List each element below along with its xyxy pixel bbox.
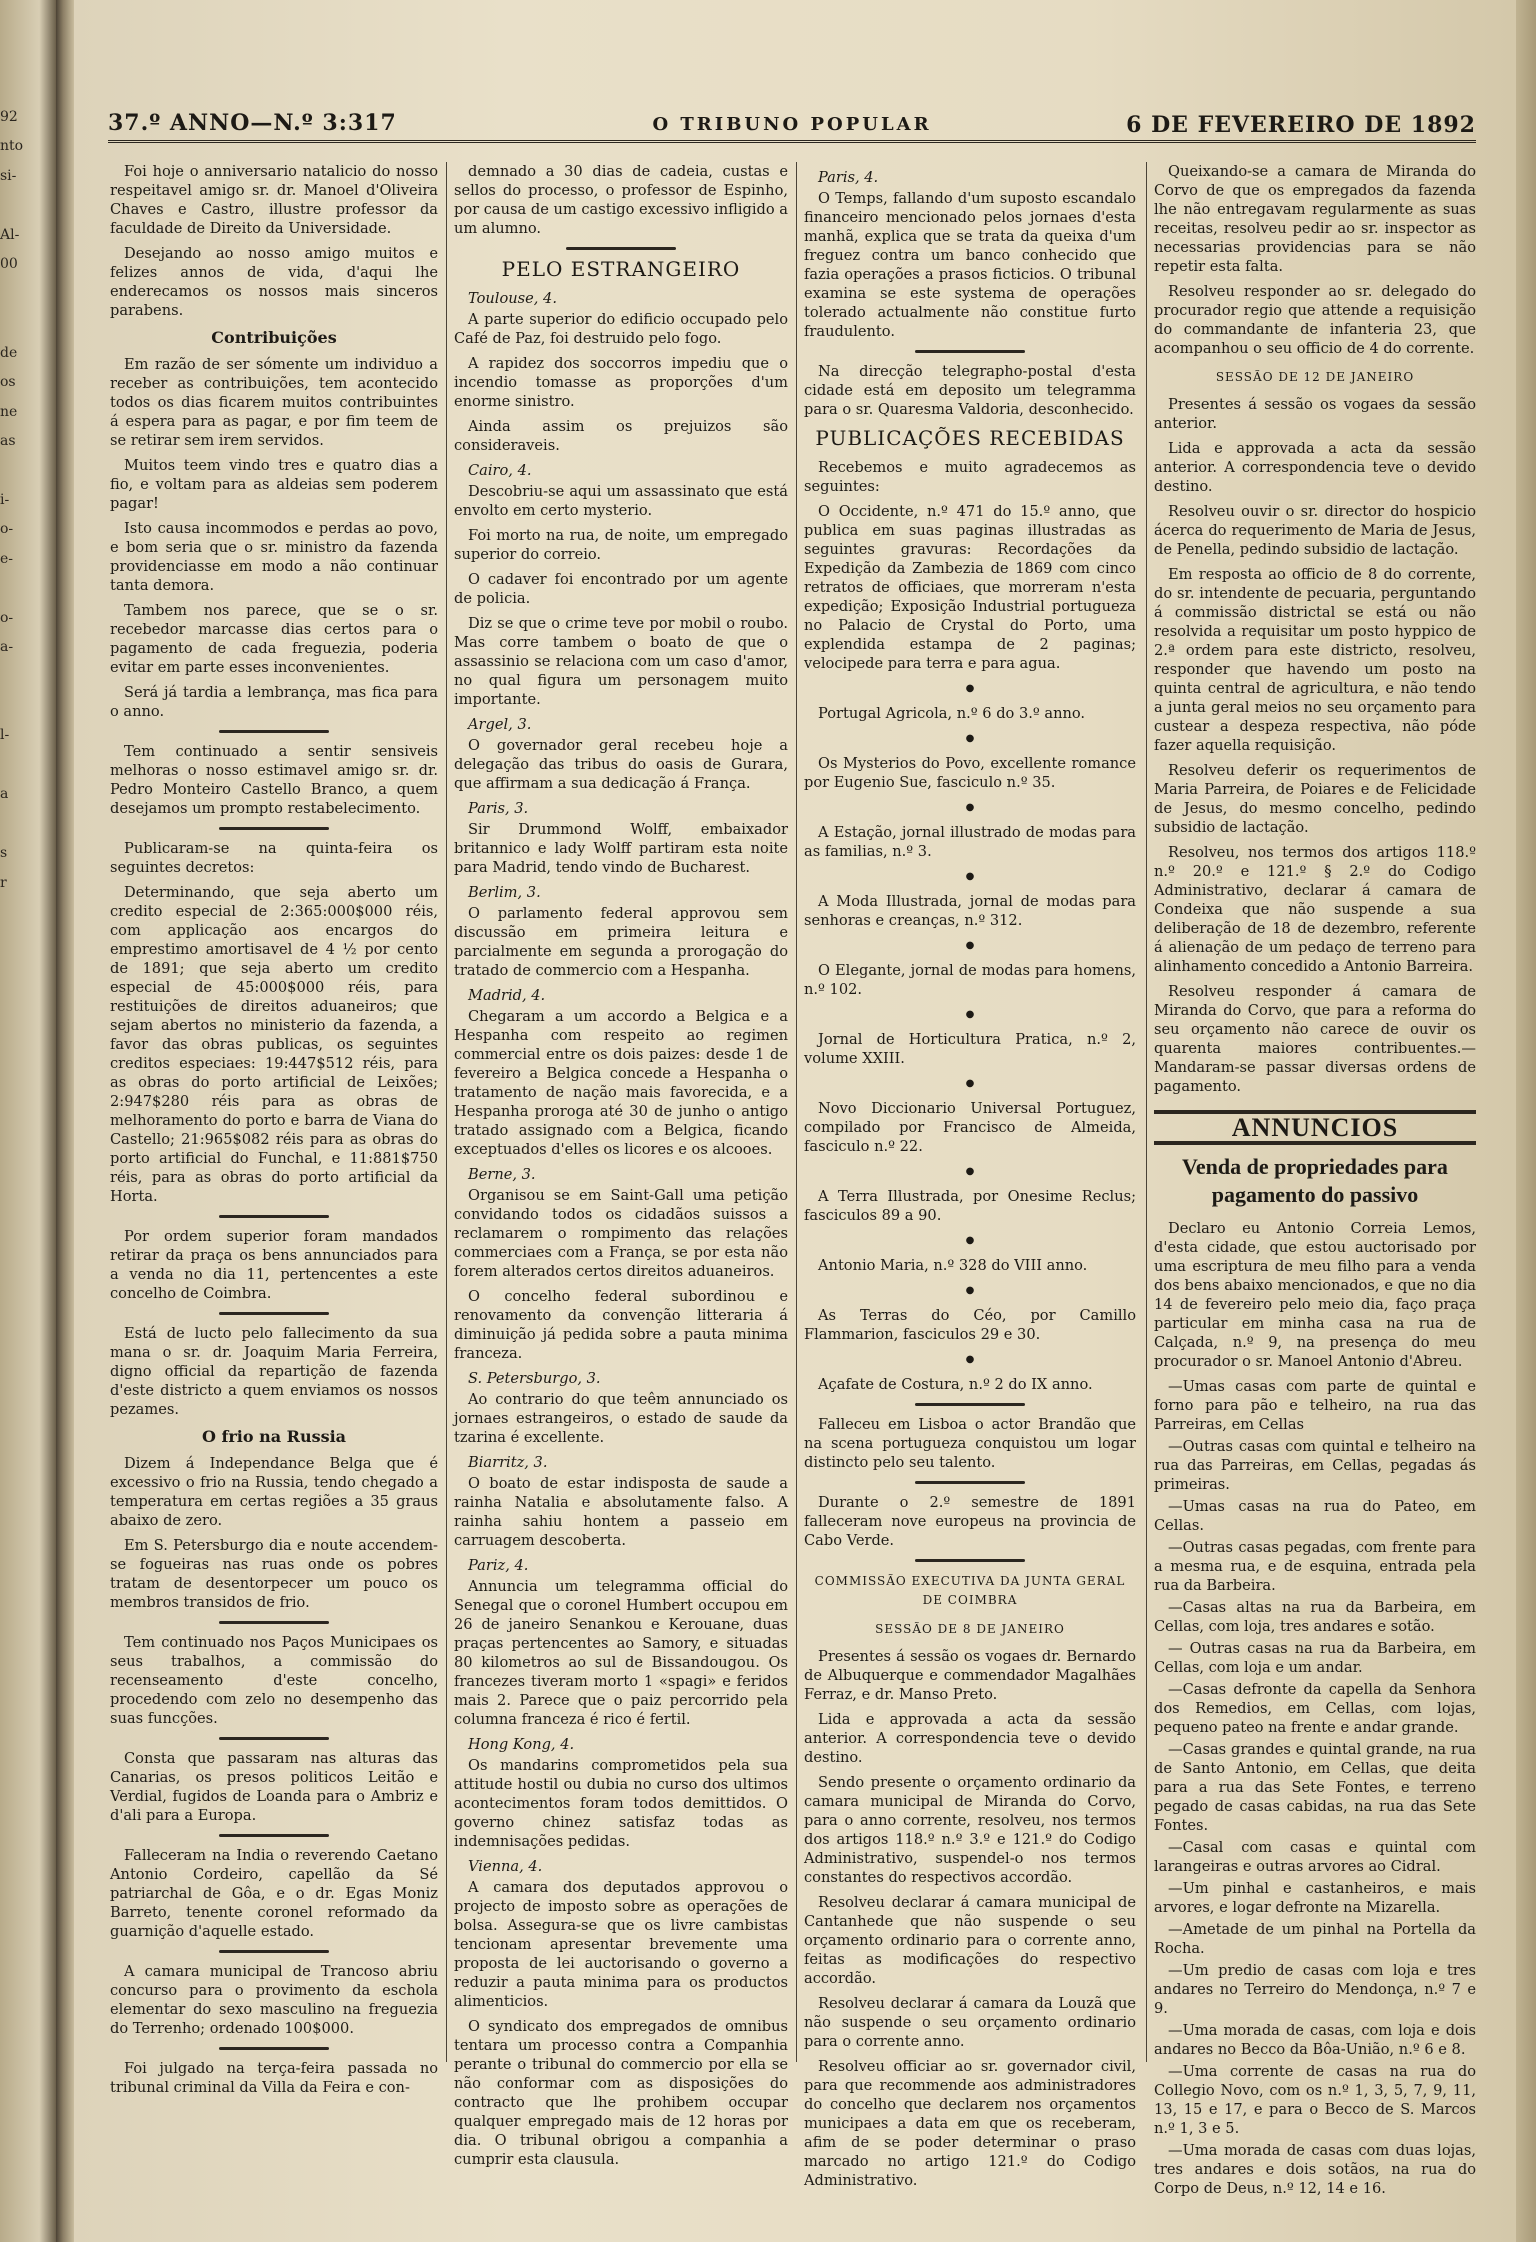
separator-rule (219, 1950, 329, 1953)
news-paragraph: O syndicato dos empregados de omnibus tentara um processo contra a Companhia perante o tribunal do commercio por ella se não conformar com as disposições do contracto que lhe prohibem occupar qualquer empregado mais de 12 horas por dia. O tribunal obrigou a companhia a cumprir esta clausula. (454, 2018, 788, 2168)
news-paragraph: Dizem á Independance Belga que é excessivo o frio na Russia, tendo chegado a temperatura em certas regiões a 35 graus abaixo de zero. (110, 1455, 438, 1529)
news-paragraph: Tem continuado a sentir sensiveis melhoras o nosso estimavel amigo sr. dr. Pedro Monteiro Castello Branco, a quem desejamos um prompto restabelecimento. (110, 743, 438, 817)
previous-page-text: s (0, 845, 8, 862)
news-paragraph: Sir Drummond Wolff, embaixador britannico e lady Wolff partiram esta noite para Madrid, tendo vindo de Bucharest. (454, 821, 788, 876)
dateline: S. Petersburgo, 3. (468, 1370, 601, 1387)
previous-page-text: e- (0, 550, 14, 567)
sale-item: —Outras casas pegadas, com frente para a mesma rua, e de esquina, entrada pela rua da Barbeira. (1154, 1539, 1476, 1594)
previous-page-text: r (0, 874, 7, 891)
news-paragraph: Isto causa incommodos e perdas ao povo, e bom seria que o sr. ministro da fazenda providenciasse em modo a não continuar tanta demora. (110, 520, 438, 594)
session-heading: SESSÃO DE 12 DE JANEIRO (1215, 370, 1415, 384)
sale-item: —Um predio de casas com loja e tres andares no Terreiro do Mendonça, n.º 7 e 9. (1154, 1962, 1476, 2017)
news-paragraph: A parte superior do edificio occupado pelo Café de Paz, foi destruido pelo fogo. (454, 311, 788, 347)
news-paragraph: Determinando, que seja aberto um credito especial de 2:365:000$000 réis, com applicação aos encargos do emprestimo amortisavel de 4 ½ por cento de 1891; que seja aberto um credito especial de 45:000$000 réis, para restituições de direitos aduaneiros; que sejam abertos no ministerio da fazenda, a favor das obras publicas, os seguintes creditos especiaes: 19:447$512 réis, para as obras do porto artificial de Leixões; 2:947$280 réis para as obras de melhoramento do porto e barra de Viana do Castello; 21:965$082 réis para as obras do porto artificial do Funchal, e 11:881$750 réis, para as obras do porto artificial da Horta. (110, 884, 438, 1205)
dateline: Berlim, 3. (468, 884, 541, 901)
dateline: Biarritz, 3. (468, 1454, 548, 1471)
separator-rule (915, 1481, 1025, 1484)
publication-item: Açafate de Costura, n.º 2 do IX anno. (818, 1376, 1093, 1393)
publication-item: A Moda Illustrada, jornal de modas para senhoras e creanças, n.º 312. (804, 893, 1136, 929)
separator-rule (219, 1737, 329, 1740)
previous-page-text: ne (0, 403, 18, 420)
publication-item: A Estação, jornal illustrado de modas para as familias, n.º 3. (804, 824, 1136, 860)
news-paragraph: Resolveu declarar á camara da Louzã que não suspende o seu orçamento ordinario para o corrente anno. (804, 1995, 1136, 2050)
sale-item: —Casas defronte da capella da Senhora dos Remedios, em Cellas, com lojas, pequeno pateo na frente e andar grande. (1154, 1681, 1476, 1736)
news-paragraph: A camara municipal de Trancoso abriu concurso para o provimento da eschola elementar do sexo masculino na freguezia do Terrenho; ordenado 100$000. (110, 1963, 438, 2037)
sale-items-list (1154, 1377, 1476, 2198)
publication-item: Os Mysterios do Povo, excellente romance por Eugenio Sue, fasciculo n.º 35. (804, 755, 1136, 791)
edition-number: 37.º ANNO—N.º 3:317 (108, 110, 397, 136)
previous-page-text: o- (0, 609, 14, 626)
sale-item: —Casal com casas e quintal com larangeiras e outras arvores ao Cidral. (1154, 1839, 1476, 1875)
separator-rule (915, 350, 1025, 353)
bullet-star-icon: ● (965, 683, 975, 694)
newspaper-page (74, 0, 1516, 2242)
section-heading: PUBLICAÇÕES RECEBIDAS (815, 426, 1125, 450)
news-paragraph: O boato de estar indisposta de saude a rainha Natalia e absolutamente falso. A rainha sahiu hontem a passeio em carruagem descoberta. (454, 1475, 788, 1549)
news-paragraph: Queixando-se a camara de Miranda do Corvo de que os empregados da fazenda lhe não entregavam regularmente as suas receitas, resolveu pedir ao sr. inspector as necessarias providencias para se não repetir esta falta. (1154, 163, 1476, 275)
dateline: Cairo, 4. (468, 462, 532, 479)
sale-item: —Casas altas na rua da Barbeira, em Cellas, com loja, tres andares e sotão. (1154, 1599, 1476, 1635)
dateline: Paris, 3. (468, 800, 529, 817)
news-paragraph: Descobriu-se aqui um assassinato que está envolto em certo mysterio. (454, 483, 788, 519)
bullet-star-icon: ● (965, 1354, 975, 1365)
section-heading: O frio na Russia (201, 1427, 347, 1446)
publication-item: O Occidente, n.º 471 do 15.º anno, que publica em suas paginas illustradas as seguintes gravuras: Recordações da Expedição da Zambezia de 1869 com cinco retratos de officiaes, que morreram n'esta expedição; Exposição Industrial portugueza no Palacio de Crystal do Porto, uma explendida estampa de 2 paginas; velocipede para terra e para agua. (804, 503, 1136, 672)
newspaper-title: O TRIBUNO POPULAR (652, 114, 932, 135)
publication-item: Jornal de Horticultura Pratica, n.º 2, volume XXIII. (804, 1031, 1136, 1067)
section-heading: PELO ESTRANGEIRO (501, 257, 741, 281)
news-paragraph: A rapidez dos soccorros impediu que o incendio tomasse as proporções d'um enorme sinistro. (454, 355, 788, 410)
sale-item: —Um pinhal e castanheiros, e mais arvores, e logar defronte na Mizarella. (1154, 1880, 1476, 1916)
news-paragraph: Publicaram-se na quinta-feira os seguintes decretos: (110, 840, 438, 876)
news-paragraph: Resolveu ouvir o sr. director do hospicio ácerca do requerimento de Maria de Jesus, de Penella, pedindo subsidio de lactação. (1154, 503, 1476, 558)
news-paragraph: Chegaram a um accordo a Belgica e a Hespanha com respeito ao regimen commercial entre os dois paizes: desde 1 de fevereiro a Belgica concede a Hespanha o tratamento de nação mais favorecida, e a Hespanha proroga até 30 de junho o antigo tratado assignado com a Belgica, ficando exceptuados d'elles os licores e os alcooes. (454, 1008, 788, 1158)
dateline: Hong Kong, 4. (468, 1736, 575, 1753)
previous-page-text: os (0, 374, 16, 391)
separator-rule (915, 1559, 1025, 1562)
bullet-star-icon: ● (965, 733, 975, 744)
news-paragraph: O parlamento federal approvou sem discussão em primeira leitura e parcialmente em segunda a prorogação do tratado de commercio com a Hespanha. (454, 905, 788, 979)
news-paragraph: Foi hoje o anniversario natalicio do nosso respeitavel amigo sr. dr. Manoel d'Oliveira Chaves e Castro, illustre professor da faculdade de Direito da Universidade. (110, 163, 438, 237)
sale-item: —Casas grandes e quintal grande, na rua de Santo Antonio, em Cellas, que deita para a rua das Sete Fontes, e terreno pegado de casas cabidas, na rua das Sete Fontes. (1154, 1741, 1476, 1834)
news-paragraph: Recebemos e muito agradecemos as seguintes: (804, 459, 1136, 495)
column-rule (446, 162, 447, 2062)
previous-page-text: Al- (0, 226, 20, 243)
news-paragraph: Falleceu em Lisboa o actor Brandão que na scena portugueza conquistou um logar distincto pelo seu talento. (804, 1416, 1136, 1471)
news-paragraph: Presentes á sessão os vogaes da sessão anterior. (1154, 396, 1476, 432)
publication-item: As Terras do Céo, por Camillo Flammarion, fasciculos 29 e 30. (804, 1307, 1136, 1343)
bullet-star-icon: ● (965, 1166, 975, 1177)
bullet-star-icon: ● (965, 940, 975, 951)
sale-item: —Uma morada de casas, com loja e dois andares no Becco da Bôa-União, n.º 6 e 8. (1154, 2022, 1476, 2058)
news-paragraph: Declaro eu Antonio Correia Lemos, d'esta cidade, que estou auctorisado por uma escriptura de meu filho para a venda dos bens abaixo mencionados, e que no dia 14 de fevereiro pelo meio dia, faço praça particular em minha casa na rua de Calçada, n.º 9, na presença do meu procurador o sr. Manoel Antonio d'Abreu. (1154, 1220, 1476, 1370)
previous-page-text: o- (0, 521, 14, 538)
column-4 (1154, 162, 1476, 2197)
news-paragraph: Organisou se em Saint-Gall uma petição convidando todos os cidadãos suissos a reclamarem o rompimento das relações commerciaes com a França, se por esta não forem alterados certos direitos aduaneiros. (454, 1187, 788, 1280)
dateline: Madrid, 4. (468, 987, 546, 1004)
column-rule (796, 162, 797, 2062)
dateline: Argel, 3. (468, 716, 532, 733)
news-paragraph: Na direcção telegrapho-postal d'esta cidade está em deposito um telegramma para o sr. Quaresma Valdoria, desconhecido. (804, 363, 1136, 418)
news-paragraph: O Temps, fallando d'um suposto escandalo financeiro mencionado pelos jornaes d'esta manhã, explica que se trata da queixa d'um freguez contra um banco conhecido que fazia operações a prasos ficticios. O tribunal examina se este systema de operações tolerado actualmente não constitue furto fraudulento. (804, 190, 1136, 340)
news-paragraph: Sendo presente o orçamento ordinario da camara municipal de Miranda do Corvo, para o anno corrente, resolveu, nos termos dos artigos 118.º n.º 3.º e 121.º do Codigo Administrativo, suspendel-o nos termos constantes do respectivos accordão. (804, 1774, 1136, 1886)
previous-page-text: 92 (0, 109, 18, 125)
news-paragraph: Muitos teem vindo tres e quatro dias a fio, e voltam para as aldeias sem poderem pagar! (110, 457, 438, 512)
previous-page-text: si- (0, 167, 17, 184)
bullet-star-icon: ● (965, 1285, 975, 1296)
bullet-star-icon: ● (965, 871, 975, 882)
dateline: Pariz, 4. (468, 1557, 529, 1574)
news-paragraph: Será já tardia a lembrança, mas fica para o anno. (110, 684, 438, 720)
publication-item: O Elegante, jornal de modas para homens, n.º 102. (804, 962, 1136, 998)
news-paragraph: Lida e approvada a acta da sessão anterior. A correspondencia teve o devido destino. (804, 1711, 1136, 1766)
news-paragraph: Annuncia um telegramma official do Senegal que o coronel Humbert occupou em 26 de janeiro Senankou e Kerouane, duas praças pertencentes ao Samory, e situadas 80 kilometros ao sul de Bissandougou. Os francezes tiveram morto 1 «spagi» e feridos mais 2. Parece que o paiz percorrido pela columna franceza é rico é fertil. (454, 1578, 788, 1728)
previous-page-edge (0, 0, 56, 2242)
news-paragraph: Resolveu responder ao sr. delegado do procurador regio que attende a requisição do commandante de infanteria 23, que acompanhou o seu officio de 4 do corrente. (1154, 283, 1476, 357)
sale-notice-title: Venda de propriedades para pagamento do passivo (1182, 1154, 1448, 1207)
sale-item: —Uma morada de casas com duas lojas, tres andares e dois sotãos, na rua do Corpo de Deus, n.º 12, 14 e 16. (1154, 2142, 1476, 2197)
announcements-heading: ANNUNCIOS (1154, 1110, 1476, 1145)
news-paragraph: O governador geral recebeu hoje a delegação das tribus do oasis de Gurara, que affirmam a sua dedicação á França. (454, 737, 788, 792)
sale-item: —Umas casas com parte de quintal e forno para pão e telheiro, na rua das Parreiras, em Cellas (1154, 1378, 1476, 1433)
column-rule (1146, 162, 1147, 2062)
news-paragraph: Durante o 2.º semestre de 1891 falleceram nove europeus na provincia de Cabo Verde. (804, 1494, 1136, 1549)
previous-page-text: a (0, 786, 9, 803)
separator-rule (219, 827, 329, 830)
separator-rule (219, 730, 329, 733)
section-heading: COMMISSÃO EXECUTIVA DA JUNTA GERAL DE COIMBRA (814, 1574, 1126, 1607)
news-paragraph: Tambem nos parece, que se o sr. recebedor marcasse dias certos para o pagamento de cada freguezia, poderia evitar em parte esses inconvenientes. (110, 602, 438, 676)
news-paragraph: Lida e approvada a acta da sessão anterior. A correspondencia teve o devido destino. (1154, 440, 1476, 495)
section-heading: Contribuições (211, 328, 337, 347)
news-paragraph: Presentes á sessão os vogaes dr. Bernardo de Albuquerque e commendador Magalhães Ferraz, e dr. Manso Preto. (804, 1648, 1136, 1703)
dateline: Paris, 4. (818, 169, 879, 186)
bullet-star-icon: ● (965, 802, 975, 813)
dateline: Toulouse, 4. (468, 290, 557, 307)
bullet-star-icon: ● (965, 1009, 975, 1020)
news-paragraph: Resolveu declarar á camara municipal de Cantanhede que não suspende o seu orçamento ordinario para o corrente anno, feitas as modificações do respectivo accordão. (804, 1894, 1136, 1987)
book-gutter (56, 0, 74, 2242)
separator-rule (915, 1403, 1025, 1406)
news-paragraph: Em razão de ser sómente um individuo a receber as contribuições, tem acontecido todos os dias ficarem muitos contribuintes á espera para as pagar, e por fim teem de se retirar sem irem servidos. (110, 356, 438, 449)
previous-page-text: de (0, 344, 18, 361)
news-paragraph: Por ordem superior foram mandados retirar da praça os bens annunciados para a venda no dia 11, pertencentes a este concelho de Coimbra. (110, 1228, 438, 1302)
column-3 (804, 162, 1136, 2189)
dateline: Vienna, 4. (468, 1858, 543, 1875)
sale-item: —Umas casas na rua do Pateo, em Cellas. (1154, 1498, 1476, 1534)
page-right-edge (1516, 0, 1536, 2242)
news-paragraph: Está de lucto pelo fallecimento da sua mana o sr. dr. Joaquim Maria Ferreira, digno official da repartição de fazenda d'este districto a quem enviamos os nossos pezames. (110, 1325, 438, 1418)
news-paragraph: Resolveu deferir os requerimentos de Maria Parreira, de Poiares e de Felicidade de Jesus, do mesmo concelho, pedindo subsidio de lactação. (1154, 762, 1476, 836)
sale-item: —Outras casas com quintal e telheiro na rua das Parreiras, em Cellas, pegadas ás primeiras. (1154, 1438, 1476, 1493)
news-paragraph: Resolveu officiar ao sr. governador civil, para que recommende aos administradores do concelho que declarem nos orçamentos municipaes a data em que os receberam, afim de se poder determinar o praso marcado no artigo 121.º do Codigo Administrativo. (804, 2058, 1136, 2189)
news-paragraph: O concelho federal subordinou e renovamento da convenção litteraria á diminuição já pedida sobre a pauta minima franceza. (454, 1288, 788, 1362)
sale-item: — Outras casas na rua da Barbeira, em Cellas, com loja e um andar. (1154, 1640, 1476, 1676)
sale-item: —Ametade de um pinhal na Portella da Rocha. (1154, 1921, 1476, 1957)
news-paragraph: Foi julgado na terça-feira passada no tribunal criminal da Villa da Feira e con- (110, 2060, 438, 2096)
separator-rule (219, 1621, 329, 1624)
news-paragraph: Ainda assim os prejuizos são consideraveis. (454, 418, 788, 454)
separator-rule (219, 2047, 329, 2050)
publication-item: Portugal Agricola, n.º 6 do 3.º anno. (818, 705, 1086, 722)
news-paragraph: A camara dos deputados approvou o projecto de imposto sobre as operações de bolsa. Assegura-se que os livre cambistas tencionam apresentar brevemente uma proposta de lei auctorisando o governo a reduzir a pauta minima para os productos alimenticios. (454, 1879, 788, 2010)
column-1 (110, 162, 438, 2122)
news-paragraph: Os mandarins comprometidos pela sua attitude hostil ou dubia no curso dos ultimos acontecimentos foram todos demittidos. O governo chinez satisfaz todas as indemnisações pedidas. (454, 1757, 788, 1850)
news-paragraph: Em S. Petersburgo dia e noute accendem-se fogueiras nas ruas onde os pobres tratam de desentorpecer um pouco os membros transidos de frio. (110, 1537, 438, 1611)
separator-rule (219, 1215, 329, 1218)
news-paragraph: Tem continuado nos Paços Municipaes os seus trabalhos, a commissão do recenseamento d'este concelho, procedendo com zelo no desempenho das suas funcções. (110, 1634, 438, 1727)
session-heading: SESSÃO DE 8 DE JANEIRO (875, 1622, 1065, 1636)
news-paragraph: Em resposta ao officio de 8 do corrente, do sr. intendente de pecuaria, perguntando á commissão districtal se está ou não resolvida a requisitar um posto hyppico de 2.ª ordem para este districto, resolveu, responder que havendo um posto na quinta central de agricultura, e não tendo a junta geral meios no seu orçamento para custear a despeza respectiva, não póde fazer aquella requisição. (1154, 566, 1476, 754)
publication-item: Antonio Maria, n.º 328 do VIII anno. (818, 1257, 1088, 1274)
separator-rule (566, 247, 676, 250)
news-paragraph: Consta que passaram nas alturas das Canarias, os presos politicos Leitão e Verdial, fugidos de Loanda para o Ambriz e d'ali para a Europa. (110, 1750, 438, 1824)
publication-item: A Terra Illustrada, por Onesime Reclus; fasciculos 89 a 90. (804, 1188, 1136, 1224)
issue-date: 6 DE FEVEREIRO DE 1892 (1126, 112, 1476, 138)
news-paragraph: Diz se que o crime teve por mobil o roubo. Mas corre tambem o boato de que o assassinio se relaciona com um caso d'amor, no qual figura um personagem muito importante. (454, 615, 788, 708)
separator-rule (219, 1834, 329, 1837)
column-2 (454, 162, 788, 2168)
sale-item: —Uma corrente de casas na rua do Collegio Novo, com os n.º 1, 3, 5, 7, 9, 11, 13, 15 e 17, e para o Becco de S. Marcos n.º 1, 3 e 5. (1154, 2063, 1476, 2137)
news-paragraph: demnado a 30 dias de cadeia, custas e sellos do processo, o professor de Espinho, por causa de um castigo excessivo infligido a um alumno. (454, 163, 788, 237)
bullet-star-icon: ● (965, 1235, 975, 1246)
previous-page-text: nto (0, 138, 24, 155)
news-paragraph: Desejando ao nosso amigo muitos e felizes annos de vida, d'aqui lhe enderecamos os nossos mais sinceros parabens. (110, 245, 438, 319)
news-paragraph: Foi morto na rua, de noite, um empregado superior do correio. (454, 527, 788, 563)
previous-page-text: a- (0, 639, 14, 656)
news-paragraph: Ao contrario do que teêm annunciado os jornaes estrangeiros, o estado de saude da tzarina é excellente. (454, 1391, 788, 1446)
publication-item: Novo Diccionario Universal Portuguez, compilado por Francisco de Almeida, fasciculo n.º 22. (804, 1100, 1136, 1155)
news-paragraph: Resolveu responder á camara de Miranda do Corvo, que para a reforma do seu orçamento não carece de ouvir os quarenta maiores contribuentes.—Mandaram-se passar diversas ordens de pagamento. (1154, 983, 1476, 1095)
previous-page-text: 00 (0, 256, 18, 273)
previous-page-text: as (0, 432, 16, 449)
page-header (108, 108, 1476, 143)
bullet-star-icon: ● (965, 1078, 975, 1089)
previous-page-text: i- (0, 491, 10, 508)
previous-page-text: l- (0, 727, 10, 744)
dateline: Berne, 3. (468, 1166, 536, 1183)
news-paragraph: Resolveu, nos termos dos artigos 118.º n.º 20.º e 121.º § 2.º do Codigo Administrativo, declarar á camara de Condeixa que não suspende a sua deliberação de 18 de dezembro, referente á alienação de um pedaço de terreno para alinhamento concedido a Antonio Barreira. (1154, 844, 1476, 975)
news-paragraph: O cadaver foi encontrado por um agente de policia. (454, 571, 788, 607)
separator-rule (219, 1312, 329, 1315)
news-paragraph: Falleceram na India o reverendo Caetano Antonio Cordeiro, capellão da Sé patriarchal de Gôa, e o dr. Egas Moniz Barreto, tenente coronel reformado da guarnição d'aquelle estado. (110, 1847, 438, 1940)
